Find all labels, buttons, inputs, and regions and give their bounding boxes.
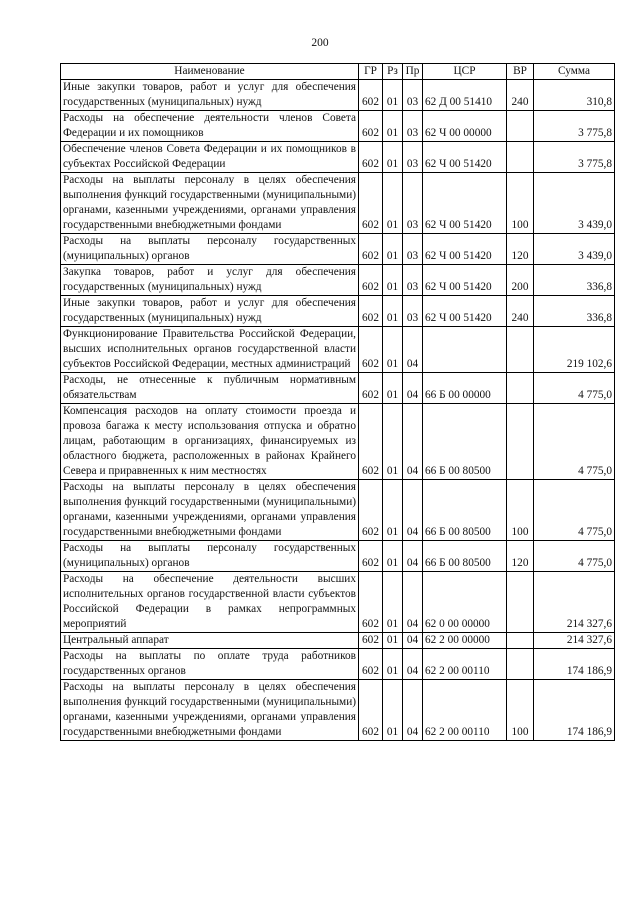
- cell-rz: 01: [383, 541, 403, 572]
- cell-name: Центральный аппарат: [61, 633, 359, 649]
- cell-gr: 602: [359, 111, 383, 142]
- cell-sum: 214 327,6: [534, 572, 615, 633]
- cell-gr: 602: [359, 265, 383, 296]
- header-name: Наименование: [61, 64, 359, 80]
- cell-pr: 04: [403, 480, 423, 541]
- cell-name: Расходы на выплаты персоналу государственных (муниципальных) органов: [61, 234, 359, 265]
- cell-gr: 602: [359, 142, 383, 173]
- cell-sum: 4 775,0: [534, 541, 615, 572]
- header-vr: ВР: [507, 64, 534, 80]
- cell-vr: [507, 572, 534, 633]
- cell-csr: 62 0 00 00000: [423, 572, 507, 633]
- cell-gr: 602: [359, 633, 383, 649]
- cell-pr: 04: [403, 373, 423, 404]
- cell-sum: 310,8: [534, 80, 615, 111]
- cell-rz: 01: [383, 680, 403, 741]
- cell-rz: 01: [383, 480, 403, 541]
- cell-gr: 602: [359, 404, 383, 480]
- cell-rz: 01: [383, 649, 403, 680]
- cell-vr: 100: [507, 173, 534, 234]
- cell-sum: 3 775,8: [534, 111, 615, 142]
- cell-name: Компенсация расходов на оплату стоимости проезда и провоза багажа к месту использования отпуска и обратно лицам, работающим в организациях, финансируемых из областного бюджета, расположенных в районах Крайнего Севера и приравненных к ним местностях: [61, 404, 359, 480]
- cell-csr: 62 Ч 00 51420: [423, 265, 507, 296]
- cell-rz: 01: [383, 142, 403, 173]
- cell-name: Расходы на выплаты персоналу в целях обеспечения выполнения функций государственными (муниципальными) органами, казенными учреждениями, органами управления государственными внебюджетными фондами: [61, 680, 359, 741]
- page-number: 200: [311, 37, 329, 49]
- cell-vr: [507, 327, 534, 373]
- cell-vr: 100: [507, 680, 534, 741]
- cell-pr: 04: [403, 541, 423, 572]
- header-csr: ЦСР: [423, 64, 507, 80]
- cell-sum: 3 439,0: [534, 234, 615, 265]
- cell-sum: 4 775,0: [534, 404, 615, 480]
- cell-rz: 01: [383, 80, 403, 111]
- cell-vr: 120: [507, 234, 534, 265]
- cell-rz: 01: [383, 265, 403, 296]
- cell-rz: 01: [383, 572, 403, 633]
- table-row: [61, 142, 615, 173]
- cell-pr: 03: [403, 173, 423, 234]
- cell-vr: [507, 373, 534, 404]
- cell-vr: 120: [507, 541, 534, 572]
- cell-csr: 62 Ч 00 51420: [423, 173, 507, 234]
- table-row: [61, 80, 615, 111]
- cell-gr: 602: [359, 541, 383, 572]
- cell-csr: 62 Ч 00 51420: [423, 234, 507, 265]
- cell-vr: 200: [507, 265, 534, 296]
- cell-csr: 62 Ч 00 51420: [423, 296, 507, 327]
- cell-vr: [507, 633, 534, 649]
- cell-vr: [507, 142, 534, 173]
- cell-vr: [507, 111, 534, 142]
- cell-pr: 04: [403, 633, 423, 649]
- table-row: [61, 296, 615, 327]
- cell-csr: 62 2 00 00110: [423, 649, 507, 680]
- cell-csr: 62 Ч 00 00000: [423, 111, 507, 142]
- cell-rz: 01: [383, 373, 403, 404]
- cell-sum: 3 439,0: [534, 173, 615, 234]
- cell-rz: 01: [383, 296, 403, 327]
- table-body: [61, 80, 615, 741]
- cell-sum: 4 775,0: [534, 373, 615, 404]
- table-row: [61, 173, 615, 234]
- cell-csr: 62 2 00 00110: [423, 680, 507, 741]
- table-row: [61, 327, 615, 373]
- cell-vr: 240: [507, 296, 534, 327]
- budget-table: [60, 63, 615, 741]
- table-row: [61, 572, 615, 633]
- cell-gr: 602: [359, 649, 383, 680]
- header-sum: Сумма: [534, 64, 615, 80]
- cell-csr: [423, 327, 507, 373]
- table-row: [61, 265, 615, 296]
- table-row: [61, 480, 615, 541]
- table-row: [61, 404, 615, 480]
- cell-pr: 04: [403, 649, 423, 680]
- header-rz: Рз: [383, 64, 403, 80]
- table-row: [61, 373, 615, 404]
- cell-gr: 602: [359, 234, 383, 265]
- table-row: [61, 111, 615, 142]
- cell-rz: 01: [383, 173, 403, 234]
- cell-csr: 62 2 00 00000: [423, 633, 507, 649]
- cell-sum: 219 102,6: [534, 327, 615, 373]
- cell-csr: 66 Б 00 80500: [423, 404, 507, 480]
- table-row: [61, 541, 615, 572]
- cell-sum: 336,8: [534, 296, 615, 327]
- cell-sum: 336,8: [534, 265, 615, 296]
- cell-gr: 602: [359, 480, 383, 541]
- cell-name: Расходы, не отнесенные к публичным нормативным обязательствам: [61, 373, 359, 404]
- cell-name: Расходы на обеспечение деятельности высших исполнительных органов государственной власти субъектов Российской Федерации в рамках непрограммных мероприятий: [61, 572, 359, 633]
- cell-pr: 04: [403, 680, 423, 741]
- cell-pr: 03: [403, 265, 423, 296]
- cell-rz: 01: [383, 404, 403, 480]
- cell-sum: 3 775,8: [534, 142, 615, 173]
- cell-pr: 03: [403, 296, 423, 327]
- cell-pr: 03: [403, 80, 423, 111]
- cell-name: Иные закупки товаров, работ и услуг для обеспечения государственных (муниципальных) нужд: [61, 296, 359, 327]
- cell-gr: 602: [359, 80, 383, 111]
- cell-csr: 66 Б 00 00000: [423, 373, 507, 404]
- cell-csr: 66 Б 00 80500: [423, 541, 507, 572]
- cell-gr: 602: [359, 680, 383, 741]
- header-pr: Пр: [403, 64, 423, 80]
- table-row: [61, 649, 615, 680]
- cell-gr: 602: [359, 327, 383, 373]
- cell-pr: 03: [403, 234, 423, 265]
- cell-sum: 174 186,9: [534, 680, 615, 741]
- cell-vr: [507, 649, 534, 680]
- cell-rz: 01: [383, 327, 403, 373]
- table-row: [61, 633, 615, 649]
- table-row: [61, 680, 615, 741]
- cell-name: Расходы на выплаты персоналу в целях обеспечения выполнения функций государственными (муниципальными) органами, казенными учреждениями, органами управления государственными внебюджетными фондами: [61, 480, 359, 541]
- cell-gr: 602: [359, 572, 383, 633]
- cell-csr: 62 Д 00 51410: [423, 80, 507, 111]
- cell-gr: 602: [359, 296, 383, 327]
- cell-vr: 100: [507, 480, 534, 541]
- cell-csr: 66 Б 00 80500: [423, 480, 507, 541]
- cell-gr: 602: [359, 373, 383, 404]
- cell-name: Закупка товаров, работ и услуг для обеспечения государственных (муниципальных) нужд: [61, 265, 359, 296]
- cell-pr: 04: [403, 327, 423, 373]
- cell-sum: 214 327,6: [534, 633, 615, 649]
- cell-name: Иные закупки товаров, работ и услуг для обеспечения государственных (муниципальных) нужд: [61, 80, 359, 111]
- cell-name: Расходы на выплаты персоналу в целях обеспечения выполнения функций государственными (муниципальными) органами, казенными учреждениями, органами управления государственными внебюджетными фондами: [61, 173, 359, 234]
- cell-name: Функционирование Правительства Российской Федерации, высших исполнительных органов государственной власти субъектов Российской Федерации, местных администраций: [61, 327, 359, 373]
- cell-sum: 174 186,9: [534, 649, 615, 680]
- cell-pr: 03: [403, 111, 423, 142]
- cell-csr: 62 Ч 00 51420: [423, 142, 507, 173]
- cell-name: Расходы на обеспечение деятельности членов Совета Федерации и их помощников: [61, 111, 359, 142]
- cell-rz: 01: [383, 234, 403, 265]
- cell-pr: 04: [403, 572, 423, 633]
- cell-pr: 03: [403, 142, 423, 173]
- table-header-row: [61, 64, 615, 80]
- cell-name: Обеспечение членов Совета Федерации и их помощников в субъектах Российской Федерации: [61, 142, 359, 173]
- table-row: [61, 234, 615, 265]
- cell-sum: 4 775,0: [534, 480, 615, 541]
- cell-vr: 240: [507, 80, 534, 111]
- cell-pr: 04: [403, 404, 423, 480]
- cell-name: Расходы на выплаты по оплате труда работников государственных органов: [61, 649, 359, 680]
- cell-gr: 602: [359, 173, 383, 234]
- cell-vr: [507, 404, 534, 480]
- cell-rz: 01: [383, 633, 403, 649]
- cell-rz: 01: [383, 111, 403, 142]
- cell-name: Расходы на выплаты персоналу государственных (муниципальных) органов: [61, 541, 359, 572]
- header-gr: ГР: [359, 64, 383, 80]
